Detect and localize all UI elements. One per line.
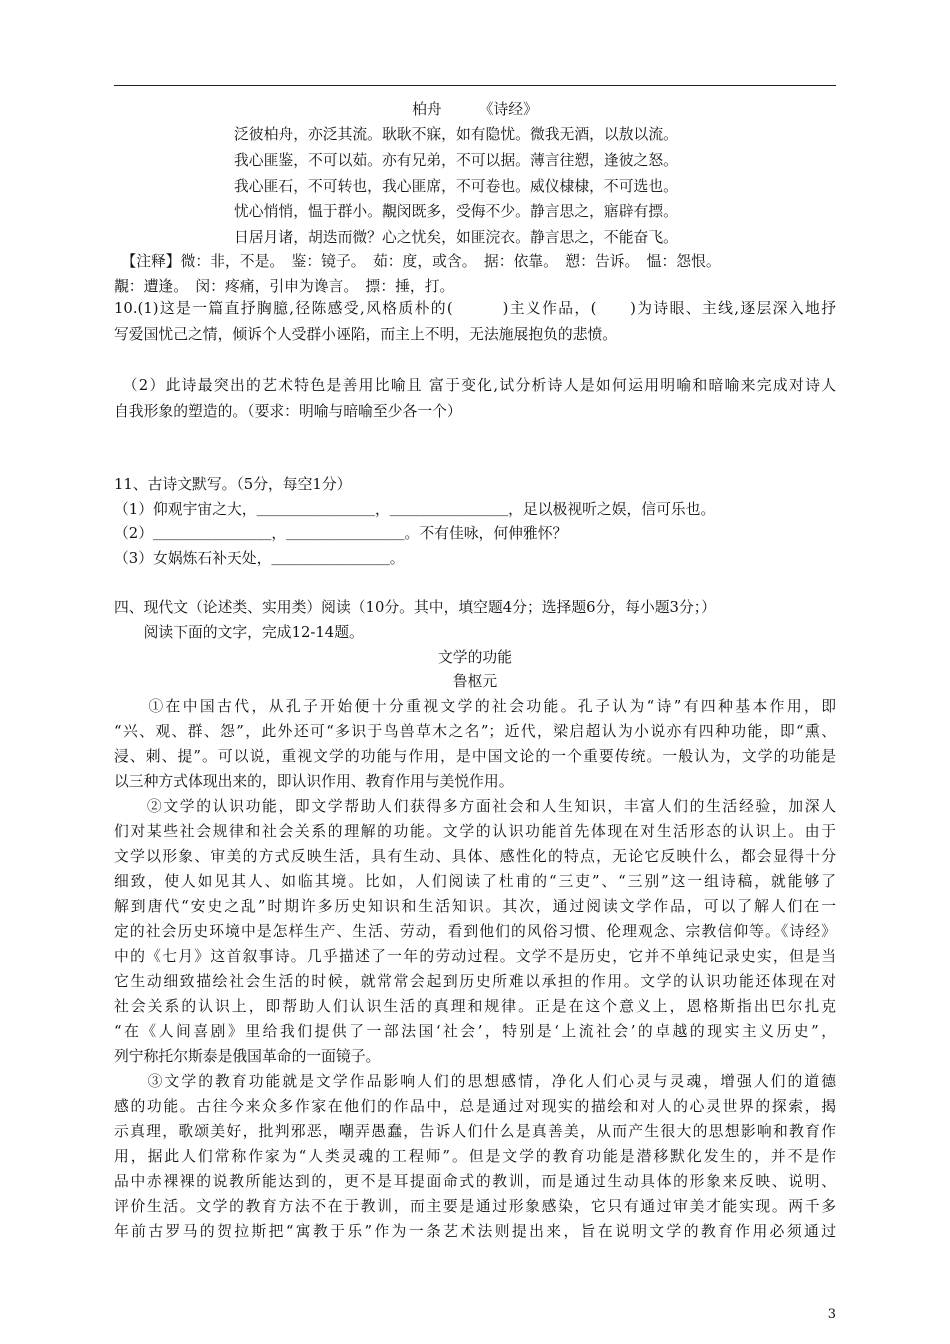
- article-line: “在《人间喜剧》里给我们提供了一部法国‘社会’，特别是‘上流社会’的卓越的现实主义历史”，: [114, 1023, 836, 1040]
- poem-title: 柏舟 《诗经》: [412, 101, 538, 118]
- article-line: 示真理，歌颂美好，批判邪恶，嘲弄愚蠢，告诉人们什么是真善美，从而产生很大的思想影响和教育作: [114, 1123, 836, 1140]
- poem-notes: 【注释】微：非，不是。 鉴：镜子。 茹：度，或含。 据：依靠。 愬：告诉。 愠：怨恨。: [114, 253, 721, 270]
- reading-instruction: 阅读下面的文字，完成12-14题。: [114, 624, 364, 641]
- poem-line: 我心匪鉴，不可以茹。亦有兄弟，不可以据。薄言往愬，逢彼之怒。: [234, 152, 678, 169]
- question-10-part2: 自我形象的塑造的。（要求：明喻与暗喻至少各一个）: [114, 403, 462, 420]
- poem-line: 我心匪石，不可转也，我心匪席，不可卷也。威仪棣棣，不可选也。: [234, 178, 678, 195]
- header-rule: [114, 85, 836, 86]
- question-11-item: （2）＿＿＿＿＿＿＿＿，＿＿＿＿＿＿＿＿。不有佳咏，何伸雅怀？: [114, 525, 568, 542]
- poem-line: 日居月诸，胡迭而微？心之忧矣，如匪浣衣。静言思之，不能奋飞。: [234, 229, 678, 246]
- article-line: ①在中国古代，从孔子开始便十分重视文学的社会功能。孔子认为“诗”有四种基本作用，即: [114, 698, 836, 715]
- article-line: 们对某些社会规律和社会关系的理解的功能。文学的认识功能首先体现在对生活形态的认识上。由于: [114, 823, 836, 840]
- article-line: 用，据此人们常称作家为“人类灵魂的工程师”。但是文学的教育功能是潜移默化发生的，并不是作: [114, 1148, 836, 1165]
- article-line: 以三种方式体现出来的，即认识作用、教育作用与美悦作用。: [114, 773, 514, 790]
- article-line: 细致，使人如见其人、如临其境。比如，人们阅读了杜甫的“三吏”、“三别”这一组诗稿，就能够了: [114, 873, 836, 890]
- poem-notes: 覯：遭逢。 闵：疼痛，引申为谗言。 摽：捶，打。: [114, 278, 455, 295]
- page-number: 3: [827, 1307, 836, 1322]
- poem-line: 忧心悄悄，愠于群小。覯闵既多，受侮不少。静言思之，寤辟有摽。: [234, 203, 678, 220]
- article-line: 中的《七月》这首叙事诗。几乎描述了一年的劳动过程。文学不是历史，它并不单纯记录史实，但是当: [114, 948, 836, 965]
- article-line: 解到唐代“安史之乱”时期许多历史知识和生活知识。其次，通过阅读文学作品，可以了解人们在一: [114, 898, 836, 915]
- article-line: “兴、观、群、怨”，此外还可“多识于鸟兽草木之名”；近代，梁启超认为小说亦有四种功能，即“熏、: [114, 723, 836, 740]
- article-title: 文学的功能: [438, 649, 512, 666]
- article-line: 列宁称托尔斯泰是俄国革命的一面镜子。: [114, 1048, 381, 1065]
- article-line: 定的社会历史环境中是怎样生产、生活、劳动，看到他们的风俗习惯、伦理观念、宗教信仰等。《诗经》: [114, 923, 836, 940]
- article-line: 它生动细致描绘社会生活的时候，就常常会起到历史所难以承担的作用。文学的认识功能还体现在对: [114, 973, 836, 990]
- question-11-heading: 11、古诗文默写。（5分，每空1分）: [114, 476, 352, 493]
- article-line: 品中赤裸裸的说教所能达到的，更不是耳提面命式的教训，而是通过生动具体的形象来反映、说明、: [114, 1173, 836, 1190]
- article-line: ②文学的认识功能，即文学帮助人们获得多方面社会和人生知识，丰富人们的生活经验，加深人: [114, 798, 836, 815]
- article-line: 感的功能。古往今来众多作家在他们的作品中，总是通过对现实的描绘和对人的心灵世界的探索，揭: [114, 1098, 836, 1115]
- question-10-part1: 10.(1)这是一篇直抒胸臆,径陈感受,风格质朴的( )主义作品，( )为诗眼、主线,逐层深入地抒: [114, 300, 836, 317]
- question-11-item: （1）仰观宇宙之大，＿＿＿＿＿＿＿＿，＿＿＿＿＿＿＿＿，足以极视听之娱，信可乐也。: [114, 501, 716, 518]
- article-line: 浸、刺、提”。可以说，重视文学的功能与作用，是中国文论的一个重要传统。一般认为，文学的功能是: [114, 748, 836, 765]
- article-line: 年前古罗马的贺拉斯把“寓教于乐”作为一条艺术法则提出来，旨在说明文学的教育作用必须通过: [114, 1223, 836, 1240]
- article-line: ③文学的教育功能就是文学作品影响人们的思想感情，净化人们心灵与灵魂，增强人们的道德: [114, 1073, 836, 1090]
- question-10-part2: （2）此诗最突出的艺术特色是善用比喻且 富于变化,试分析诗人是如何运用明喻和暗喻来完成对诗人: [114, 377, 836, 394]
- section-heading: 四、现代文（论述类、实用类）阅读（10分。其中，填空题4分；选择题6分，每小题3分；）: [114, 599, 716, 616]
- question-11-item: （3）女娲炼石补天处，＿＿＿＿＿＿＿＿。: [114, 550, 405, 567]
- poem-line: 泛彼柏舟，亦泛其流。耿耿不寐，如有隐忧。微我无酒，以敖以流。: [234, 126, 678, 143]
- article-line: 文学以形象、审美的方式反映生活，具有生动、具体、感性化的特点，无论它反映什么，都会显得十分: [114, 848, 836, 865]
- question-10-part1: 写爱国忧己之情，倾诉个人受群小诬陷，而主上不明，无法施展抱负的悲愤。: [114, 326, 618, 343]
- article-line: 评价生活。文学的教育方法不在于教训，而主要是通过形象感染，它只有通过审美才能实现。两千多: [114, 1198, 836, 1215]
- article-line: 社会关系的认识上，即帮助人们认识生活的真理和规律。正是在这个意义上，恩格斯指出巴尔扎克: [114, 998, 836, 1015]
- article-author: 鲁枢元: [452, 673, 498, 690]
